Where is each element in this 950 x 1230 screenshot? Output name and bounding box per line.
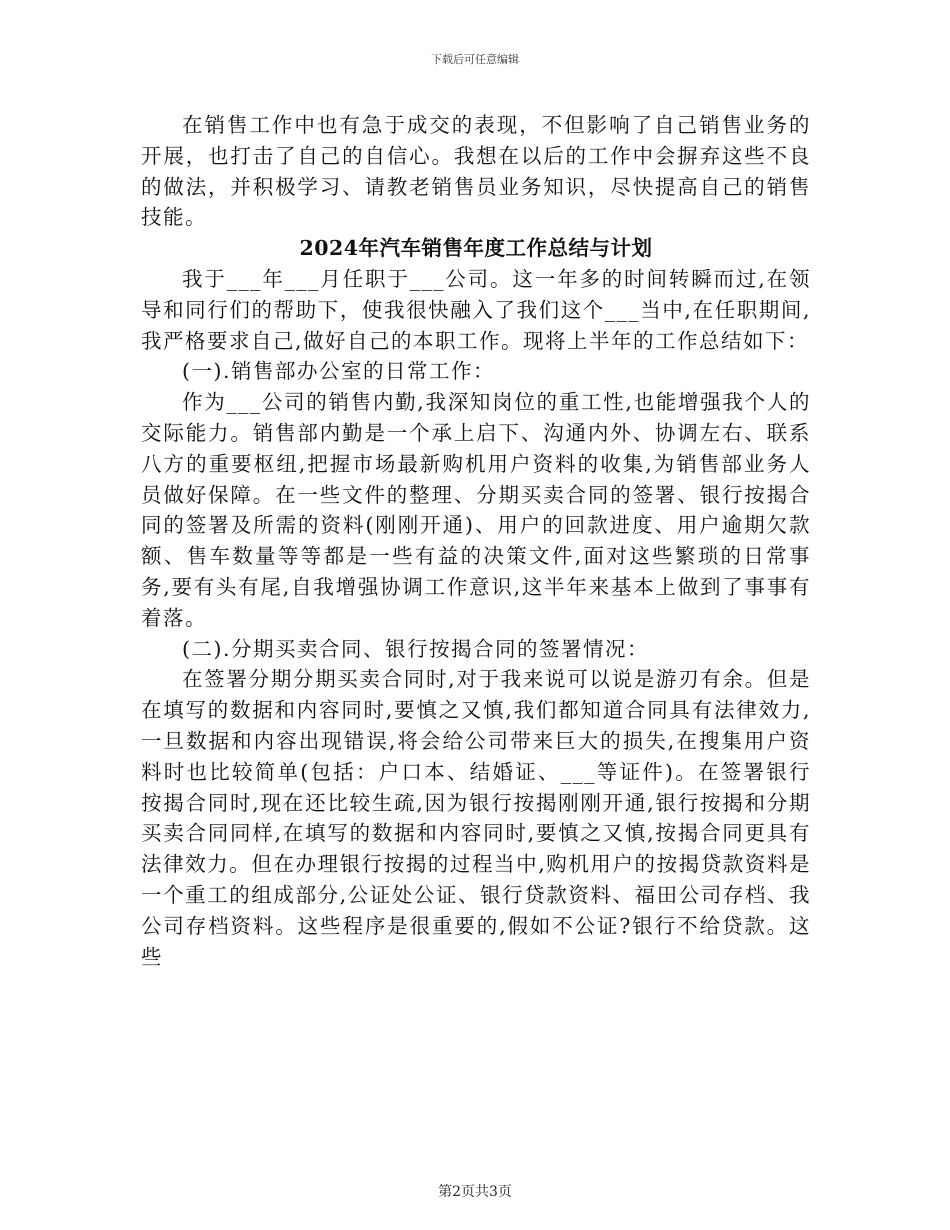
document-title: 2024年汽车销售年度工作总结与计划 xyxy=(299,236,653,261)
intro-paragraph: 在销售工作中也有急于成交的表现，不但影响了自己销售业务的开展，也打击了自己的自信心。我想在以后的工作中会摒弃这些不良的做法，并积极学习、请教老销售员业务知识，尽快提高自己的销售技能。 xyxy=(141,113,811,230)
paragraph-daily-work: 作为___公司的销售内勤,我深知岗位的重工性,也能增强我个人的交际能力。销售部内勤是一个承上启下、沟通内外、协调左右、联系八方的重要枢纽,把握市场最新购机用户资料的收集,为销售部业务人员做好保障。在一些文件的整理、分期买卖合同的签署、银行按揭合同的签署及所需的资料(刚刚开通)、用户的回款进度、用户逾期欠款额、售车数量等等都是一些有益的决策文件,面对这些繁琐的日常事务,要有头有尾,自我增强协调工作意识,这半年来基本上做到了事事有着落。 xyxy=(141,390,811,630)
page-number: 第2页共3页 xyxy=(438,1184,512,1200)
page-header-note: 下载后可任意编辑 xyxy=(431,53,519,66)
paragraph-opening: 我于___年___月任职于___公司。这一年多的时间转瞬而过,在领导和同行们的帮助下，使我很快融入了我们这个___当中,在任职期间,我严格要求自己,做好自己的本职工作。现将上半年的工作总结如下： xyxy=(141,266,811,353)
paragraph-contracts: 在签署分期分期买卖合同时,对于我来说可以说是游刃有余。但是在填写的数据和内容同时,要慎之又慎,我们都知道合同具有法律效力,一旦数据和内容出现错误,将会给公司带来巨大的损失,在搜集用户资料时也比较简单(包括：户口本、结婚证、___等证件)。在签署银行按揭合同时,现在还比较生疏,因为银行按揭刚刚开通,银行按揭和分期买卖合同同样,在填写的数据和内容同时,要慎之又慎,按揭合同更具有法律效力。但在办理银行按揭的过程当中,购机用户的按揭贷款资料是一个重工的组成部分,公证处公证、银行贷款资料、福田公司存档、我公司存档资料。这些程序是很重要的,假如不公证?银行不给贷款。这些 xyxy=(141,667,811,969)
section-heading-2: (二).分期买卖合同、银行按揭合同的签署情况： xyxy=(182,636,650,661)
section-heading-1: (一).销售部办公室的日常工作： xyxy=(182,359,496,384)
document-body xyxy=(141,110,811,972)
